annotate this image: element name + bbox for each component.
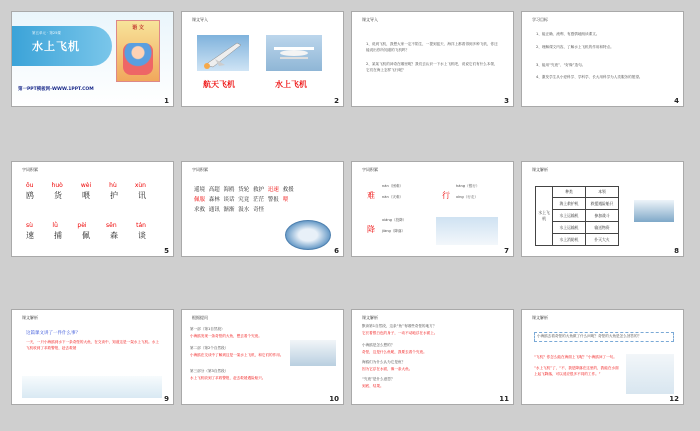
character: 森 [110,231,118,240]
slide-thumbnail-1[interactable] [12,12,173,106]
question-2: 2、某某飞机的神奇在哪里呢？我们去认识一下水上飞机吧，说说它们有什么本领，它们在海上怎样飞行呢？ [366,62,498,72]
section-title: 第三部分（第3自然段） [190,369,229,373]
word: 救护 [253,187,265,193]
slide-header: 课文解析 [532,315,548,320]
seaplane-image [290,340,336,366]
character: 速 [26,231,34,240]
word: 谈话 [223,197,235,203]
word: 海鸥 [223,187,235,193]
answer: 到底、结果。 [362,384,384,388]
pinyin: xùn [134,182,146,189]
pinyin: ōu [26,182,34,189]
word: 警报 [267,197,279,203]
character: 讯 [138,191,146,200]
slide-thumbnail-6[interactable] [182,162,343,256]
word: 迅速 [267,187,279,193]
reading: nán（困难） [382,184,404,188]
seagull-seaplane-image [626,354,674,394]
pinyin: wèi [80,182,92,189]
pinyin: sēn [106,222,117,229]
char-row-2 [26,230,146,241]
polyphone-char: 难 [367,191,375,200]
reading: nàn（灾难） [382,195,404,199]
slide-thumbnail-9[interactable] [12,310,173,404]
question-1: 1、说到飞机，我想大家一定不陌生，一提到蓝天、海洋上都看得到多种飞机，你还能说出你所知道的飞机吗？ [366,42,498,52]
question: 小海鸥是怎么想的？ [362,343,395,347]
pinyin-row-1 [26,182,146,189]
table-cell: 海上救护机 [553,198,586,210]
character: 喂 [82,191,90,200]
slide-thumbnail-11[interactable] [352,310,513,404]
section-title: 第二部（第2个自然段） [190,346,229,350]
slide-number: 10 [329,395,339,403]
footer-url: 第一PPT模板网-WWW.1PPT.COM [18,87,94,92]
table-cell: 救援遇险船只 [586,198,619,210]
char-row-1 [26,190,146,201]
word: 佩服 [194,197,206,203]
section-summary: 水上飞机收到了求救警报，赶去救援遇险船只。 [190,376,266,380]
table-cell: 输送物资 [586,222,619,234]
answer: 它长着银白色的身子，一动不动地浮在水面上。 [362,331,438,335]
table-header: 种类 [553,187,586,198]
goal-1: 1、能正确、流利、有感情地朗读课文。 [536,32,600,36]
pinyin: huò [51,182,63,189]
table-cell: 水上运输机 [553,210,586,222]
slide-number: 7 [504,247,509,255]
word: 求救 [194,207,206,213]
table-cell: 水上消防机 [553,234,586,246]
question-box: 小海鸥去看奇怪的大鱼做了什么问呢？奇怪的大鱼是怎么回答的？ [534,332,674,342]
section-title: 第一部（第1自然段） [190,327,225,331]
slide-thumbnail-7[interactable] [352,162,513,256]
slide-header: 字词积累 [362,167,378,172]
goal-2: 2、理解课文内容，了解水上飞机的作用和特点。 [536,45,614,49]
slide-number: 11 [499,395,509,403]
seaplane-image [634,200,674,222]
caption-seaplane: 水上飞机 [275,80,307,89]
word-line-1 [194,185,294,193]
table-cell: 水上运输机 [553,222,586,234]
answer: 因为它浮在水面，像一条大鱼。 [362,367,413,371]
polyphone-char: 降 [367,225,375,234]
word: 奇怪 [253,207,265,213]
word: 森林 [208,197,220,203]
space-shuttle-image [197,35,249,71]
polyphone-char: 行 [442,191,450,200]
character: 货 [54,191,62,200]
slide-header: 字词积累 [192,167,208,172]
slide-header: 学习目标 [532,17,548,22]
slide-thumbnail-2[interactable] [182,12,343,106]
question: 这篇课文讲了一件什么事？ [26,331,80,336]
answer-text: 一天，一只小海鸥到水下一条奇怪的大鱼，在交谈中，知道这是一架水上飞机。水上飞机收到了求救警报，赶去救援 [26,340,159,350]
slide-header: 课文解析 [362,315,378,320]
slide-number: 3 [504,97,509,105]
chapter-label: 第五单元 · 第25课 [32,31,61,35]
answer: 奇怪，这是什么鱼呢，我要去看个究竟。 [362,350,427,354]
table-side-label: 水上飞机 [536,187,553,246]
seaplane-oval-image [285,220,331,250]
character: 佩 [82,231,90,240]
reading: háng（银行） [456,184,480,188]
word: 救援 [282,187,294,193]
slide-header: 根据提问 [192,315,208,320]
seaplane-illustration [22,376,162,398]
seaplane-image [436,217,498,245]
slide-header: 课文解析 [22,315,38,320]
goal-4: 4、激发学生从小爱科学、学科学、长大用科学为人类服务的愿望。 [536,75,643,79]
ability-table [535,186,619,246]
slide-header: 课文导入 [192,17,208,22]
word: 喂 [282,197,289,203]
section-summary: 小海鸥在交谈中了解到这是一架水上飞机，和它们的作用。 [190,353,284,357]
children-illustration [123,43,153,75]
slide-thumbnail-8[interactable] [522,162,683,256]
slide-number: 5 [164,247,169,255]
word: 茫茫 [253,197,265,203]
word: 究竟 [238,197,250,203]
slide-title: 水上飞机 [32,40,80,53]
table-header: 本领 [586,187,619,198]
pinyin-row-2 [26,222,146,229]
reading: xiáng（投降） [382,218,407,222]
slide-number: 8 [674,247,679,255]
word-line-2 [194,195,288,203]
table-cell: 扑灭大火 [586,234,619,246]
word: 渐渐 [223,207,235,213]
slide-thumbnail-5[interactable] [12,162,173,256]
seaplane-image [266,35,322,71]
textbook-cover [116,20,160,82]
character: 护 [110,191,118,200]
slide-header: 字词积累 [22,167,38,172]
table-cell: 参加战斗 [586,210,619,222]
slide-number: 6 [334,247,339,255]
dialogue-1: “飞机？你怎么能在海面上飞呢？”小海鸥问了一句。 [534,355,617,359]
goal-3: 3、能用“究竟”、“好像”造句。 [536,63,586,67]
word-line-3 [194,205,264,213]
slide-number: 4 [674,97,679,105]
question: “究竟”是什么意思？ [362,377,395,381]
word: 遥境 [194,187,206,193]
section-summary: 小海鸥发现一条奇怪的大鱼，想去看个究竟。 [190,334,262,338]
book-title: 语 文 [132,25,144,31]
slide-thumbnail-10[interactable] [182,310,343,404]
slide-number: 9 [164,395,169,403]
reading: xíng（行走） [456,195,479,199]
pinyin: pèi [77,222,87,229]
word: 高超 [208,187,220,193]
slide-number: 2 [334,97,339,105]
character: 捕 [54,231,62,240]
slide-number: 12 [669,395,679,403]
slide-thumbnail-12[interactable] [522,310,683,404]
word: 通讯 [208,207,220,213]
word: 货轮 [238,187,250,193]
dialogue-2: “水上飞机”了，“不，我是降落在这里的，我能在水面上起飞降落，可以适应很多不同的工作。” [534,366,619,376]
reading: jiàng（降落） [382,229,406,233]
character: 鸥 [26,191,34,200]
word: 汲水 [238,207,250,213]
question: 海鸥们为什么认为它是鱼？ [362,360,406,364]
pinyin: hù [109,182,117,189]
pinyin: sù [26,222,33,229]
slide-number: 1 [164,97,169,105]
slide-thumbnail-4[interactable] [522,12,683,106]
caption-space-shuttle: 航天飞机 [203,80,235,89]
pinyin: tán [136,222,146,229]
slide-header: 课文解析 [532,167,548,172]
question: 默读第1自然段，这条“鱼”有哪些奇怪的地方？ [362,324,437,328]
slide-header: 课文导入 [362,17,378,22]
pinyin: lǜ [52,222,58,229]
character: 谈 [138,231,146,240]
slide-thumbnail-3[interactable] [352,12,513,106]
